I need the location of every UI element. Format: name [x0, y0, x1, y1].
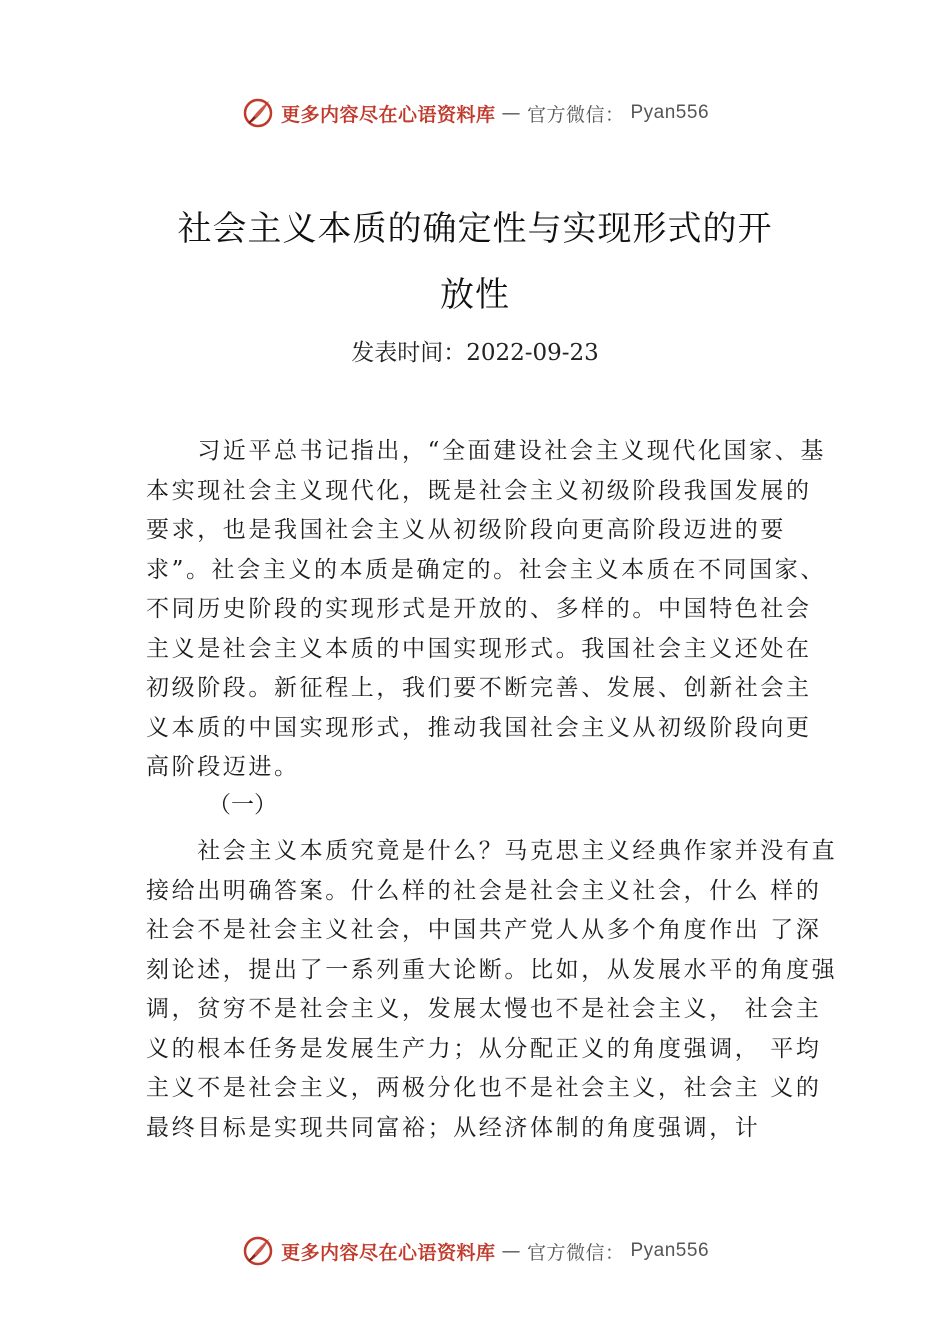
watermark-dash: — — [501, 1240, 521, 1262]
paragraph-line: 主义不是社会主义，两极分化也不是社会主义，社会主 义的 — [146, 1075, 822, 1101]
quill-logo-icon — [241, 1234, 275, 1268]
title-line-2: 放性 — [440, 275, 510, 315]
paragraph-line: 社会不是社会主义社会，中国共产党人从多个角度作出 了深 — [146, 917, 822, 943]
paragraph-line: 义的根本任务是发展生产力；从分配正义的角度强调， 平均 — [146, 1035, 822, 1062]
header-watermark — [0, 96, 950, 130]
watermark-wechat-id: Pyan556 — [630, 1240, 710, 1261]
paragraph-line: 最终目标是实现共同富裕；从经济体制的角度强调，计 — [146, 1114, 761, 1141]
watermark-wechat-label: 官方微信： — [526, 103, 625, 126]
paragraph-line: 求”。社会主义的本质是确定的。社会主义本质在不同国家、 — [146, 556, 826, 583]
quill-logo-icon — [241, 96, 275, 130]
paragraph-line: 要求，也是我国社会主义从初级阶段向更高阶段迈进的要 — [146, 517, 786, 543]
paragraph-2 — [146, 832, 836, 1148]
paragraph-line: 社会主义本质究竟是什么？马克思主义经典作家并没有直 — [146, 838, 838, 864]
title-line-1: 社会主义本质的确定性与实现形式的开 — [177, 209, 773, 249]
paragraph-line: 调，贫穷不是社会主义，发展太慢也不是社会主义， 社会主 — [146, 996, 822, 1022]
paragraph-line: 习近平总书记指出，“全面建设社会主义现代化国家、基 — [146, 438, 826, 464]
article-title — [150, 196, 800, 328]
paragraph-line: 刻论述，提出了一系列重大论断。比如，从发展水平的角度强 — [146, 956, 838, 983]
paragraph-1 — [146, 432, 836, 788]
paragraph-line: 高阶段迈进。 — [146, 754, 300, 780]
paragraph-line: 接给出明确答案。什么样的社会是社会主义社会，什么 样的 — [146, 877, 822, 904]
paragraph-line: 不同历史阶段的实现形式是开放的、多样的。中国特色社会 — [146, 596, 812, 622]
watermark-dash: — — [501, 102, 521, 124]
watermark-site-name: 更多内容尽在心语资料库 — [280, 1241, 496, 1264]
paragraph-line: 本实现社会主义现代化，既是社会主义初级阶段我国发展的 — [146, 477, 812, 504]
section-heading: （一） — [208, 792, 277, 818]
paragraph-line: 主义是社会主义本质的中国实现形式。我国社会主义还处在 — [146, 635, 812, 662]
footer-watermark — [0, 1234, 950, 1268]
publish-date: 发表时间：2022-09-23 — [351, 340, 599, 366]
paragraph-line: 初级阶段。新征程上，我们要不断完善、发展、创新社会主 — [146, 675, 812, 701]
watermark-wechat-label: 官方微信： — [526, 1241, 625, 1264]
watermark-wechat-id: Pyan556 — [630, 102, 710, 123]
paragraph-line: 义本质的中国实现形式，推动我国社会主义从初级阶段向更 — [146, 714, 812, 741]
watermark-site-name: 更多内容尽在心语资料库 — [280, 103, 496, 126]
